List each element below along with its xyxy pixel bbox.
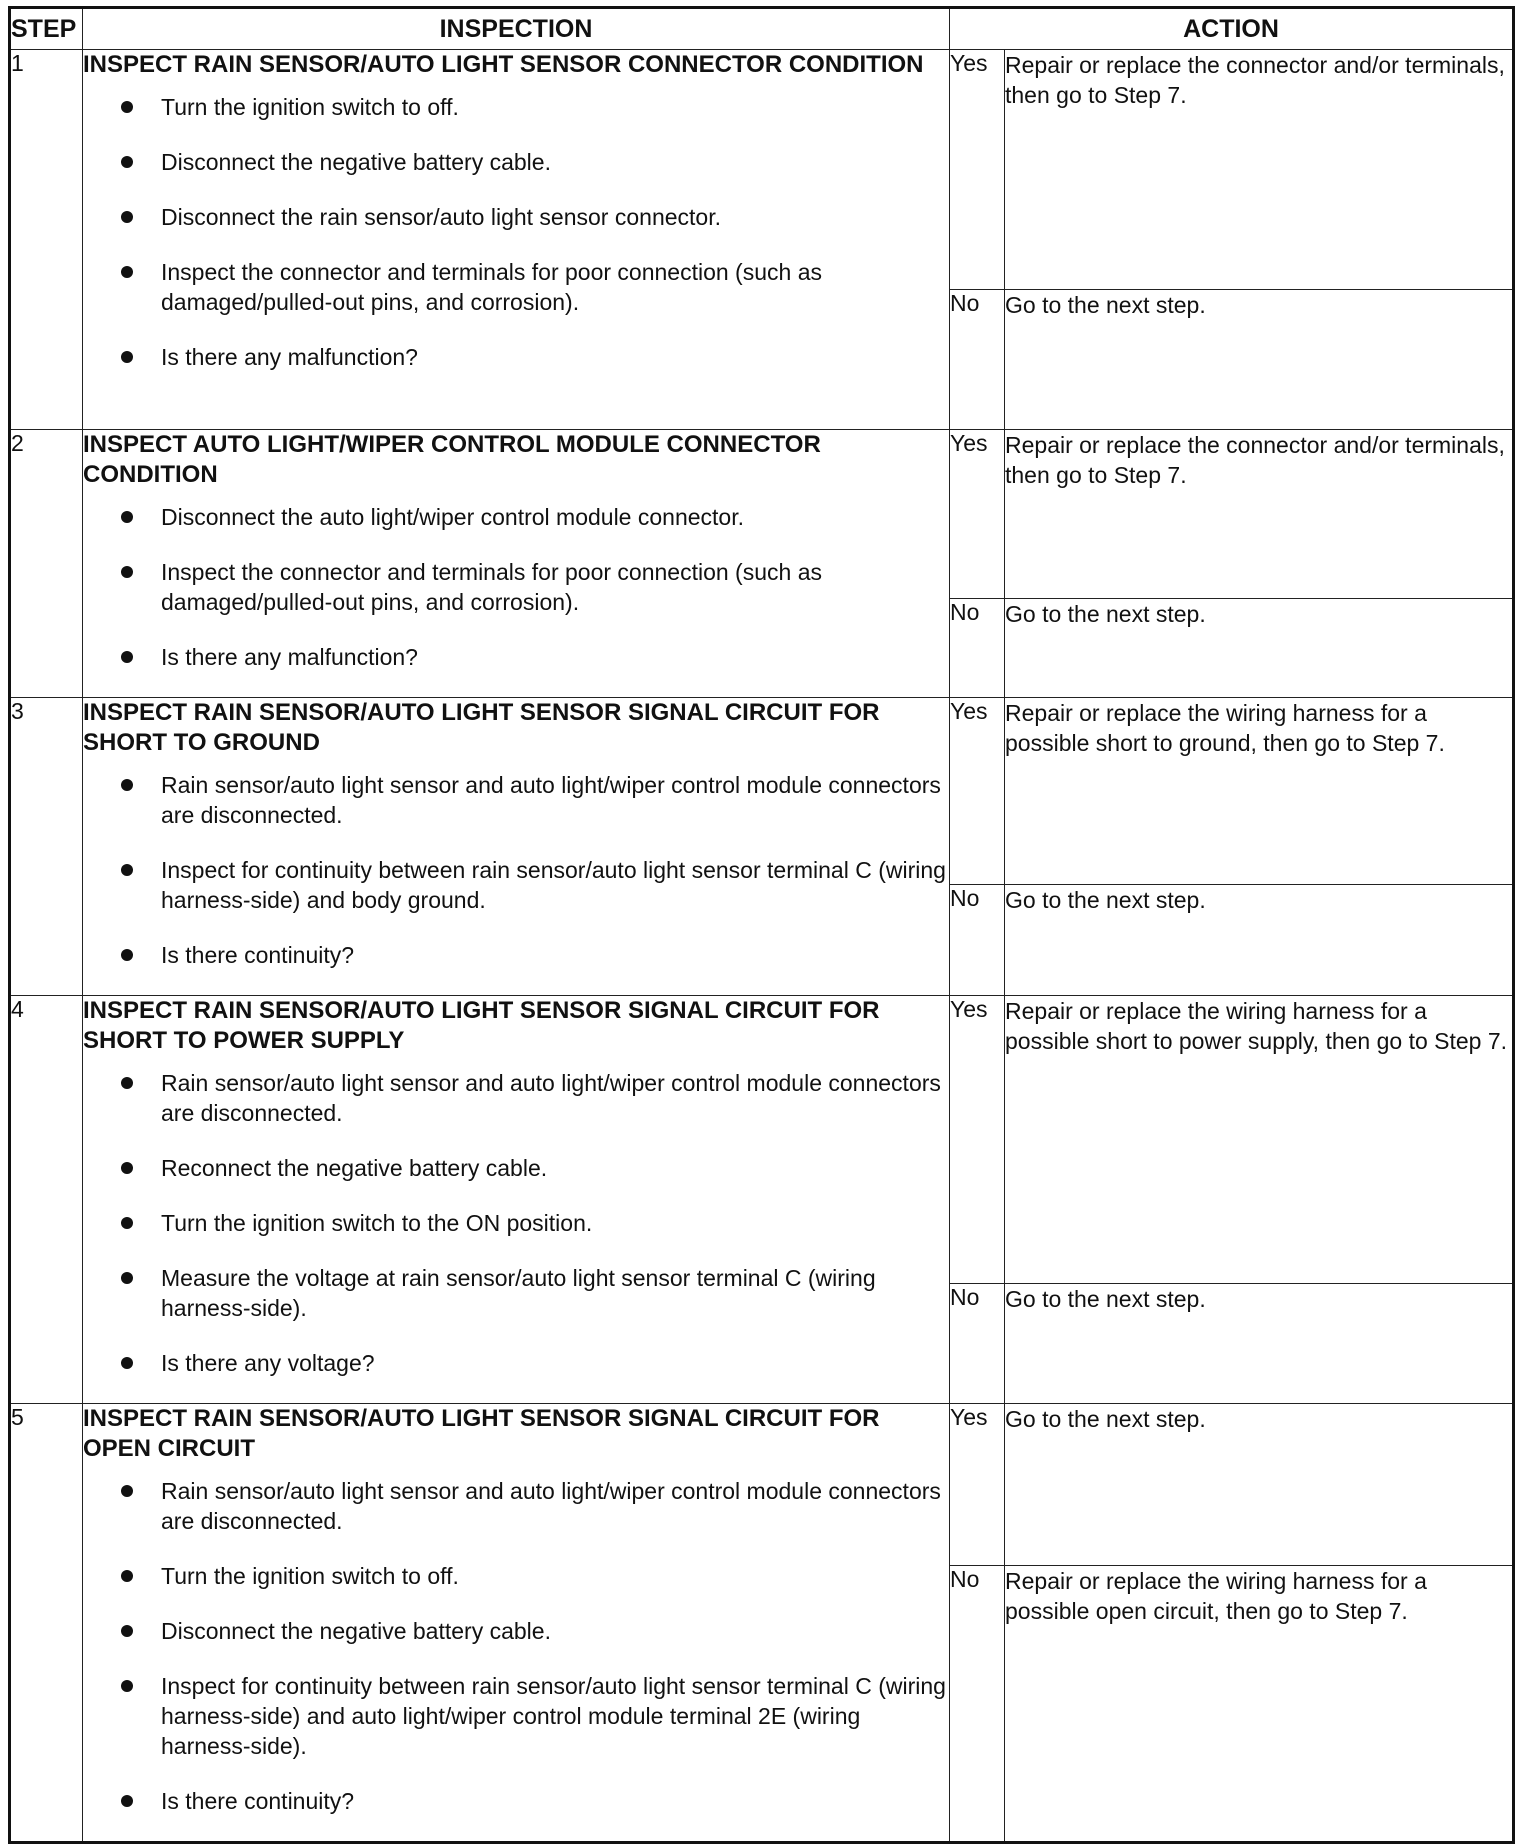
yes-label: Yes [950, 50, 1005, 290]
step-number: 2 [10, 430, 83, 698]
step-bullets [83, 1476, 949, 1816]
yes-action: Go to the next step. [1005, 1404, 1514, 1566]
bullet-item: Measure the voltage at rain sensor/auto light sensor terminal C (wiring harness-side). [121, 1263, 949, 1323]
step-row [10, 430, 1514, 599]
no-label: No [950, 290, 1005, 430]
bullet-item: Turn the ignition switch to off. [121, 92, 949, 122]
bullet-item: Is there continuity? [121, 940, 949, 970]
yes-label: Yes [950, 996, 1005, 1284]
step-inspection [83, 430, 950, 698]
bullet-item: Inspect for continuity between rain sensor/auto light sensor terminal C (wiring harness-side) and auto light/wiper control module terminal 2E (wiring harness-side). [121, 1671, 949, 1761]
inspection-sheet [8, 6, 1512, 1840]
step-number: 3 [10, 698, 83, 996]
step-title: INSPECT RAIN SENSOR/AUTO LIGHT SENSOR CONNECTOR CONDITION [83, 51, 924, 78]
no-label: No [950, 599, 1005, 698]
bullet-item: Rain sensor/auto light sensor and auto light/wiper control module connectors are disconnected. [121, 1476, 949, 1536]
yes-label: Yes [950, 430, 1005, 599]
bullet-item: Disconnect the negative battery cable. [121, 1616, 949, 1646]
bullet-item: Turn the ignition switch to the ON position. [121, 1208, 949, 1238]
no-action: Repair or replace the wiring harness for a possible open circuit, then go to Step 7. [1005, 1566, 1514, 1843]
header-inspection: INSPECTION [83, 8, 950, 50]
step-title: INSPECT AUTO LIGHT/WIPER CONTROL MODULE CONNECTOR CONDITION [83, 431, 821, 488]
bullet-item: Inspect the connector and terminals for poor connection (such as damaged/pulled-out pins, and corrosion). [121, 557, 949, 617]
yes-action: Repair or replace the connector and/or terminals, then go to Step 7. [1005, 50, 1514, 290]
yes-action: Repair or replace the wiring harness for a possible short to power supply, then go to Step 7. [1005, 996, 1514, 1284]
bullet-item: Disconnect the negative battery cable. [121, 147, 949, 177]
no-action: Go to the next step. [1005, 290, 1514, 430]
bullet-item: Rain sensor/auto light sensor and auto light/wiper control module connectors are disconnected. [121, 770, 949, 830]
step-inspection [83, 698, 950, 996]
no-label: No [950, 885, 1005, 996]
no-action: Go to the next step. [1005, 599, 1514, 698]
bullet-item: Inspect for continuity between rain sensor/auto light sensor terminal C (wiring harness-side) and body ground. [121, 855, 949, 915]
yes-label: Yes [950, 698, 1005, 885]
step-number: 1 [10, 50, 83, 430]
bullet-item: Is there any voltage? [121, 1348, 949, 1378]
bullet-item: Is there any malfunction? [121, 642, 949, 672]
step-row [10, 698, 1514, 885]
header-step: STEP [10, 8, 83, 50]
inspection-table [8, 6, 1515, 1844]
step-row [10, 1404, 1514, 1566]
step-title: INSPECT RAIN SENSOR/AUTO LIGHT SENSOR SIGNAL CIRCUIT FOR OPEN CIRCUIT [83, 1405, 880, 1462]
no-label: No [950, 1284, 1005, 1404]
step-number: 5 [10, 1404, 83, 1843]
step-inspection [83, 1404, 950, 1843]
bullet-item: Rain sensor/auto light sensor and auto light/wiper control module connectors are disconnected. [121, 1068, 949, 1128]
yes-label: Yes [950, 1404, 1005, 1566]
step-bullets [83, 92, 949, 372]
header-action: ACTION [950, 8, 1514, 50]
step-title: INSPECT RAIN SENSOR/AUTO LIGHT SENSOR SIGNAL CIRCUIT FOR SHORT TO GROUND [83, 699, 880, 756]
header-row [10, 8, 1514, 50]
bullet-item: Inspect the connector and terminals for poor connection (such as damaged/pulled-out pins, and corrosion). [121, 257, 949, 317]
step-row [10, 50, 1514, 290]
bullet-item: Is there any malfunction? [121, 342, 949, 372]
step-inspection [83, 50, 950, 430]
step-bullets [83, 1068, 949, 1378]
yes-action: Repair or replace the wiring harness for a possible short to ground, then go to Step 7. [1005, 698, 1514, 885]
bullet-item: Disconnect the rain sensor/auto light sensor connector. [121, 202, 949, 232]
step-number: 4 [10, 996, 83, 1404]
yes-action: Repair or replace the connector and/or terminals, then go to Step 7. [1005, 430, 1514, 599]
bullet-item: Disconnect the auto light/wiper control module connector. [121, 502, 949, 532]
step-inspection [83, 996, 950, 1404]
no-action: Go to the next step. [1005, 1284, 1514, 1404]
no-action: Go to the next step. [1005, 885, 1514, 996]
step-row [10, 996, 1514, 1284]
step-bullets [83, 770, 949, 970]
step-title: INSPECT RAIN SENSOR/AUTO LIGHT SENSOR SIGNAL CIRCUIT FOR SHORT TO POWER SUPPLY [83, 997, 880, 1054]
bullet-item: Is there continuity? [121, 1786, 949, 1816]
bullet-item: Reconnect the negative battery cable. [121, 1153, 949, 1183]
step-bullets [83, 502, 949, 672]
no-label: No [950, 1566, 1005, 1843]
bullet-item: Turn the ignition switch to off. [121, 1561, 949, 1591]
